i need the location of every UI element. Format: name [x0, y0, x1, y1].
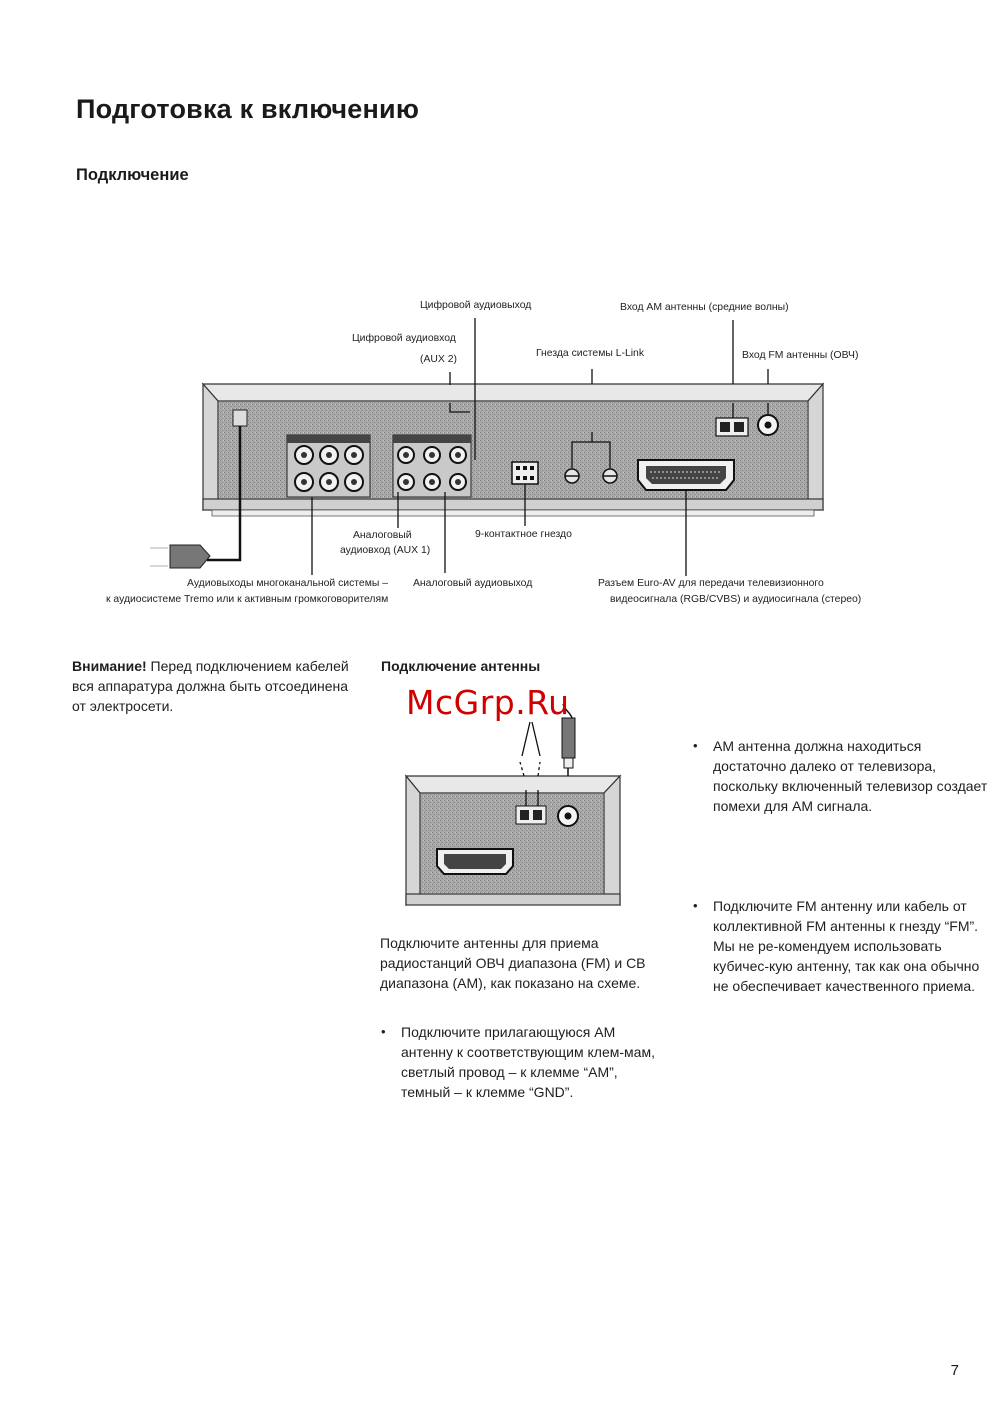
- analog-aux-group: [393, 435, 471, 497]
- label-analog-in-2: аудиовход (AUX 1): [340, 545, 431, 556]
- label-nine-pin: 9-контактное гнездо: [475, 529, 572, 540]
- antenna-heading: Подключение антенны: [381, 658, 541, 674]
- label-fm-input: Вход FM антенны (ОВЧ): [742, 350, 859, 361]
- right-bullet-2-text: Подключите FM антенну или кабель от коллективной FM антенны к гнезду “FM”. Мы не ре-комендуем использовать кубичес-кую антенну, так как она обычно не обеспечивает качественного приема.: [713, 898, 980, 994]
- antenna-terminals: [716, 415, 778, 436]
- label-digital-in: Цифровой аудиовход: [352, 333, 456, 344]
- nine-pin-socket: [512, 462, 538, 484]
- antenna-bullet: [377, 1022, 661, 1102]
- label-llink: Гнезда системы L-Link: [536, 348, 645, 359]
- label-multichannel-2: к аудиосистеме Tremo или к активным громкоговорителям: [106, 594, 389, 605]
- warning-note: [72, 656, 362, 716]
- right-bullet-1: [689, 736, 993, 816]
- label-digital-in-aux: (AUX 2): [420, 354, 457, 365]
- warning-label: Внимание!: [72, 658, 147, 674]
- bullet-icon: •: [693, 898, 698, 913]
- antenna-detail-diagram: [406, 704, 620, 905]
- label-digital-out: Цифровой аудиовыход: [420, 300, 532, 311]
- bullet-icon: •: [693, 738, 698, 753]
- multichannel-outputs: [287, 435, 370, 497]
- label-analog-in-1: Аналоговый: [353, 530, 412, 541]
- label-euro-av-1: Разъем Euro-AV для передачи телевизионного: [598, 578, 824, 589]
- antenna-intro: Подключите антенны для приема радиостанций ОВЧ диапазона (FM) и СВ диапазона (AM), как показано на схеме.: [380, 935, 646, 991]
- power-socket: [233, 410, 247, 426]
- label-analog-out: Аналоговый аудиовыход: [413, 578, 533, 589]
- antenna-bullet-text: Подключите прилагающуюся AM антенну к соответствующим клем-мам, светлый провод – к клемме “AM”, темный – к клемме “GND”.: [401, 1024, 655, 1100]
- right-bullet-1-text: AM антенна должна находиться достаточно далеко от телевизора, поскольку включенный телевизор создает помехи для AM сигнала.: [713, 738, 988, 814]
- page-number: 7: [950, 1362, 959, 1379]
- warning-text: Перед подключением кабелей вся аппаратура должна быть отсоединена от электросети.: [72, 658, 349, 714]
- bullet-icon: •: [381, 1024, 386, 1039]
- label-euro-av-2: видеосигнала (RGB/CVBS) и аудиосигнала (стерео): [610, 594, 862, 605]
- section-title: Подключение: [76, 166, 189, 184]
- power-plug-icon: [170, 545, 210, 568]
- watermark: McGrp.Ru: [406, 683, 570, 722]
- scart-socket: [638, 460, 734, 490]
- page-title: Подготовка к включению: [76, 94, 420, 124]
- label-am-input: Вход AM антенны (средние волны): [620, 302, 789, 313]
- label-multichannel-1: Аудиовыходы многоканальной системы –: [187, 578, 388, 589]
- right-bullet-2: [689, 896, 983, 996]
